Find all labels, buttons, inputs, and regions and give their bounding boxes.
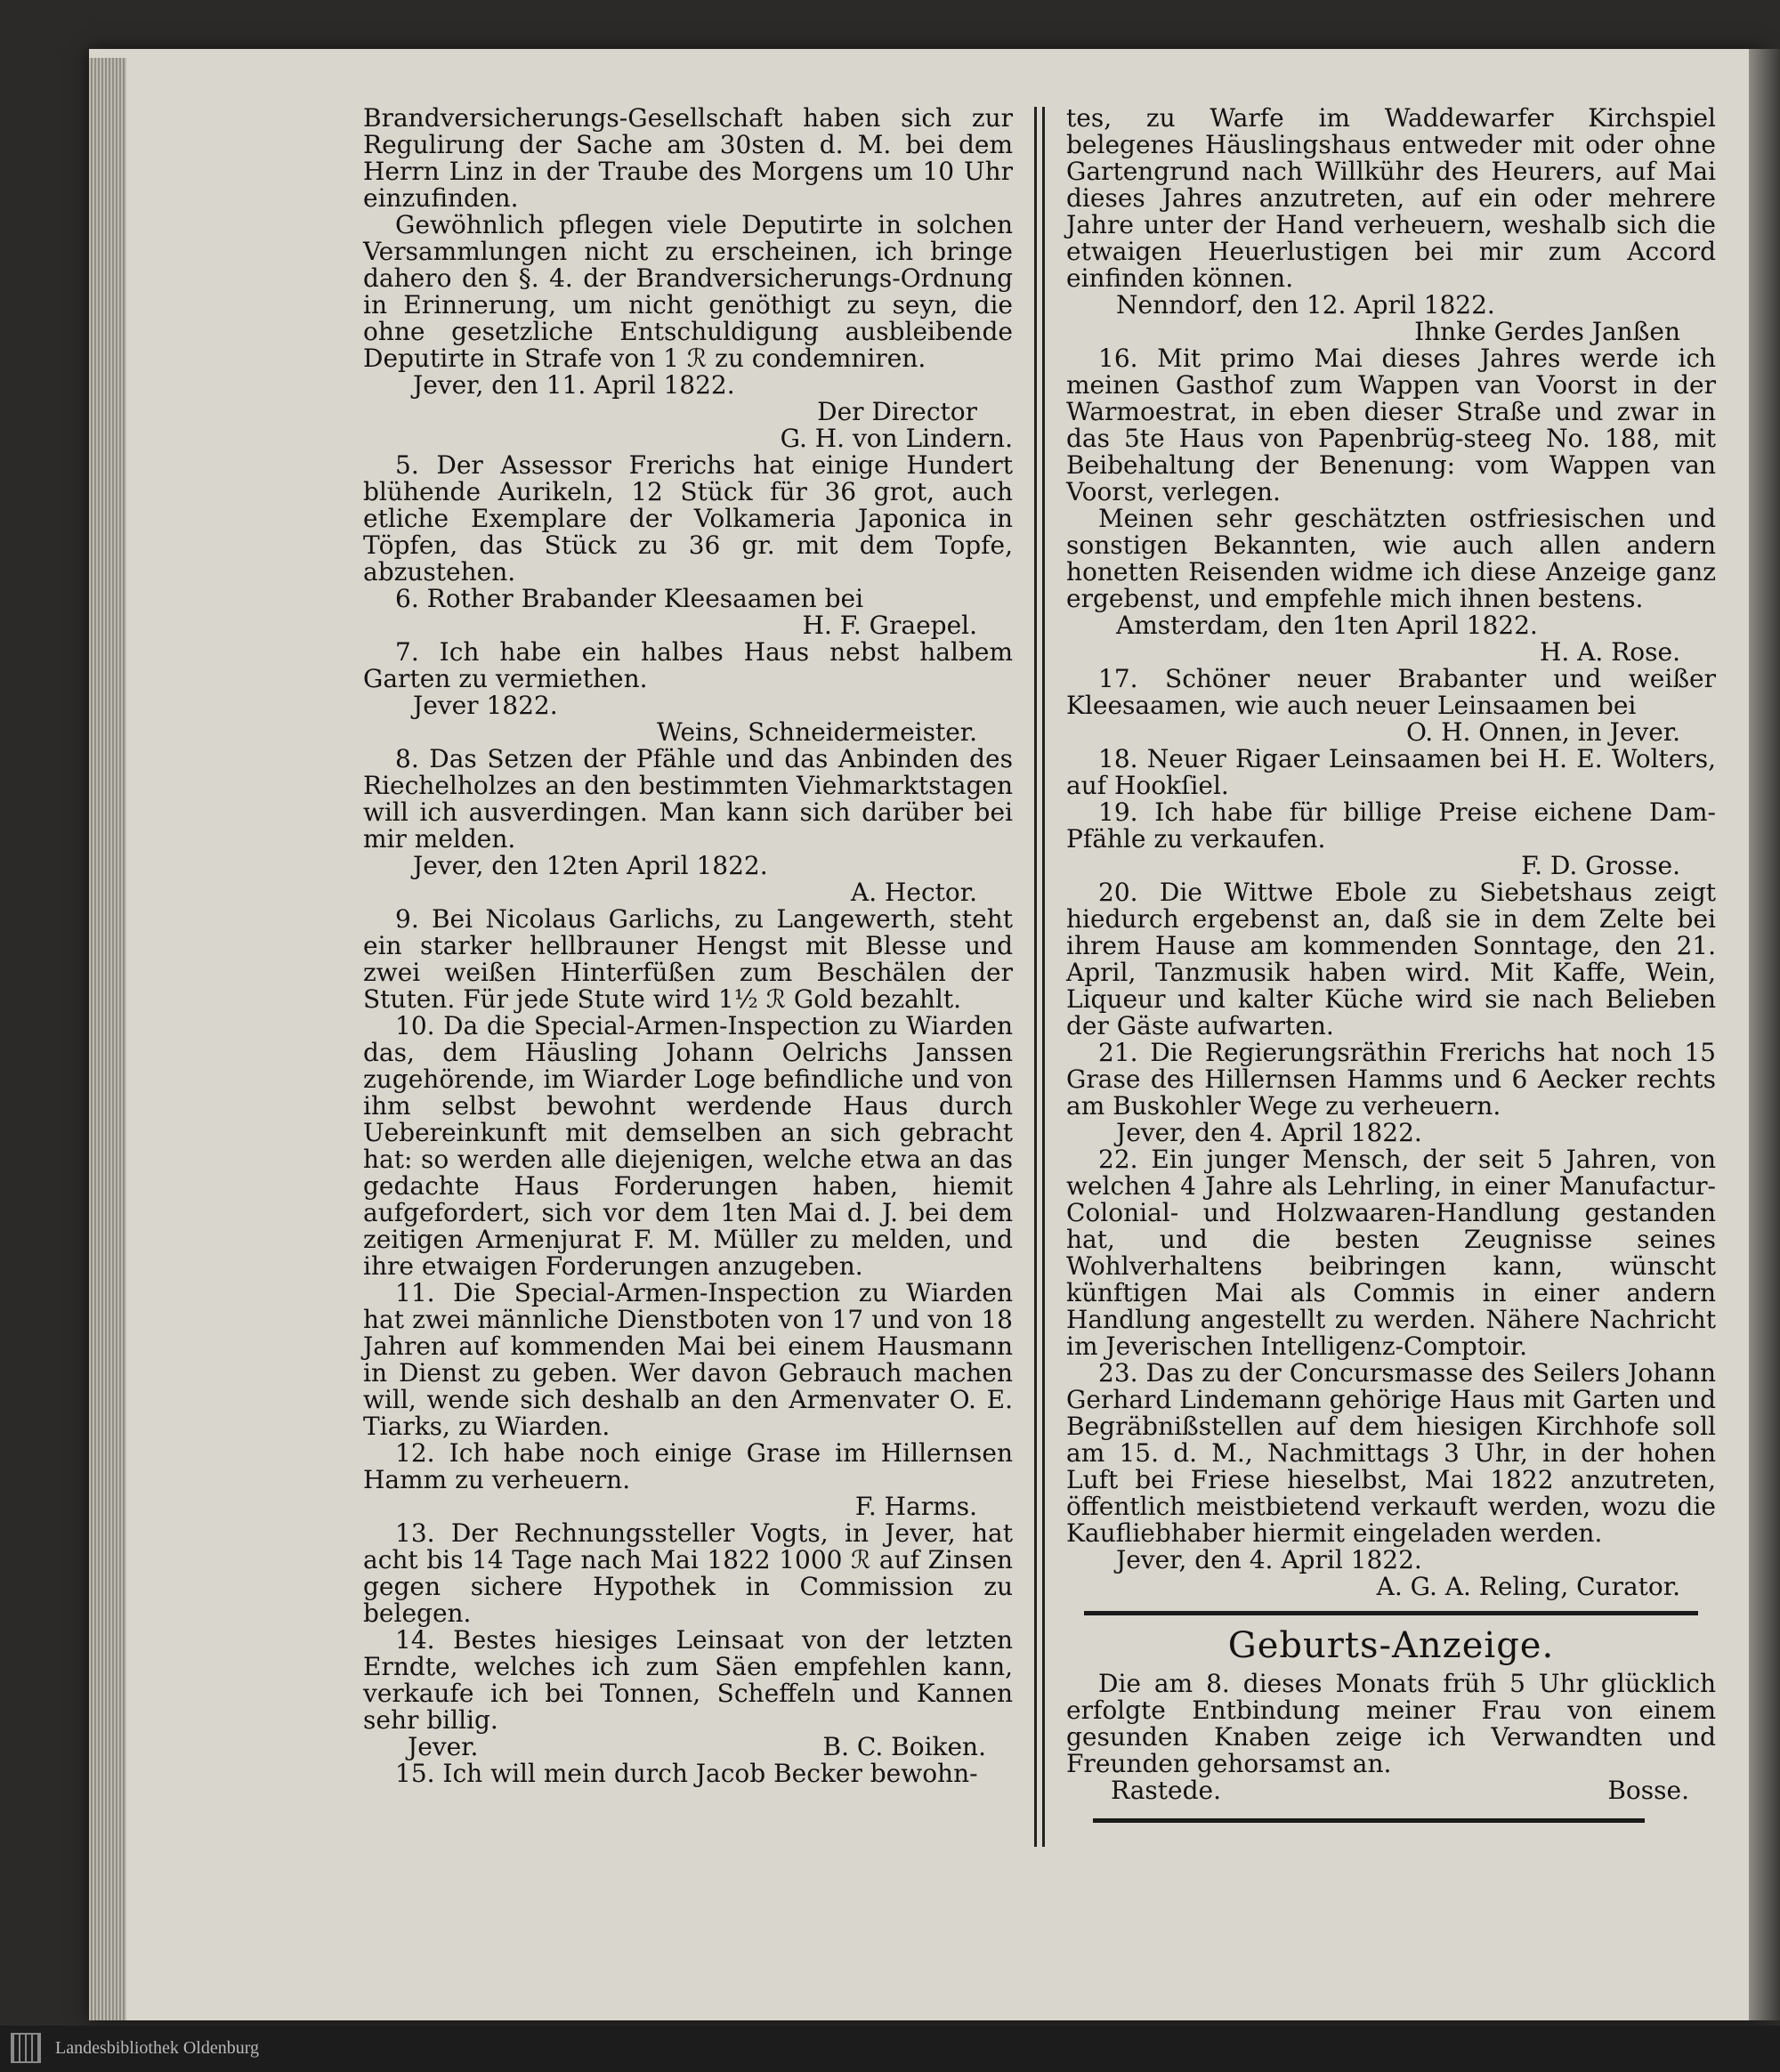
birth-signature-row <box>1066 1777 1716 1804</box>
left-paragraph: 8. Das Setzen der Pfähle und das Anbinden des Riechelholzes an den bestimmten Viehmarktstagen will ich ausverdingen. Man kann sich darüber bei mir melden. <box>363 744 1013 854</box>
library-footer <box>0 2026 1780 2072</box>
left-paragraph: Jever, den 11. April 1822. <box>413 370 735 400</box>
right-paragraph: Meinen sehr geschätzten ostfriesischen und sonstigen Bekannten, wie auch allen andern honetten Reisenden widme ich diese Anzeige ganz ergebenst, und empfehle mich ihnen bestens. <box>1066 504 1716 613</box>
birth-signature-name: Bosse. <box>1607 1776 1689 1805</box>
left-paragraph: Jever, den 12ten April 1822. <box>413 851 768 880</box>
left-paragraph: 13. Der Rechnungssteller Vogts, in Jever, hat acht bis 14 Tage nach Mai 1822 1000 ℛ auf Zinsen gegen sichere Hypothek in Commission zu belegen. <box>363 1518 1013 1628</box>
page-edges <box>89 58 126 2020</box>
right-paragraph: Jever, den 4. April 1822. <box>1116 1545 1422 1574</box>
left-paragraph: G. H. von Lindern. <box>780 424 1013 453</box>
left-paragraph: Jever 1822. <box>413 691 558 720</box>
right-paragraph: 17. Schöner neuer Brabanter und weißer Kleesaamen, wie auch neuer Leinsaamen bei <box>1066 664 1716 720</box>
right-paragraph: tes, zu Warfe im Waddewarfer Kirchspiel belegenes Häuslingshaus entweder mit oder ohne Gartengrund nach Willkühr des Heurers, auf Mai dieses Jahres anzutreten, auf ein oder mehrere Jahre unter der Hand verheuern, weshalb sich die etwaigen Heuerlustigen bei mir zum Accord einfinden können. <box>1066 103 1716 293</box>
right-paragraph: 19. Ich habe für billige Preise eichene Dam-Pfähle zu verkaufen. <box>1066 797 1716 854</box>
right-paragraph: 18. Neuer Rigaer Leinsaamen bei H. E. Wolters, auf Hookſiel. <box>1066 744 1716 800</box>
left-paragraph: F. Harms. <box>854 1492 977 1521</box>
birth-text: Die am 8. dieses Monats früh 5 Uhr glücklich erfolgte Entbindung meiner Frau von einem gesunden Knaben zeige ich Verwandten und Freunden gehorsamst an. <box>1066 1669 1716 1778</box>
left-paragraph: 14. Bestes hiesiges Leinsaat von der letzten Erndte, welches ich zum Säen empfehlen kann, verkaufe ich bei Tonnen, Scheffeln und Kannen sehr billig. <box>363 1625 1013 1735</box>
left-signature-name: B. C. Boiken. <box>822 1732 986 1761</box>
left-paragraph: 10. Da die Special-Armen-Inspection zu Wiarden das, dem Häusling Johann Oelrichs Janssen zugehörende, im Wiarder Loge befindliche und von ihm selbst bewohnt werdende Haus durch Uebereinkunft mit demselben an sich gebracht hat: so werden alle diejenigen, welche etwa an das gedachte Haus Forderungen haben, hiemit aufgefordert, sich vor dem 1ten Mai d. J. bei dem zeitigen Armenjurat F. M. Müller zu melden, und ihre etwaigen Forderungen anzugeben. <box>363 1011 1013 1281</box>
left-last-line: 15. Ich will mein durch Jacob Becker bewohn- <box>395 1759 978 1788</box>
left-paragraph: 9. Bei Nicolaus Garlichs, zu Langewerth, steht ein starker hellbrauner Hengst mit Blesse und zwei weißen Hinterfüßen zum Beschälen der Stuten. Für jede Stute wird 1½ ℛ Gold bezahlt. <box>363 904 1013 1014</box>
right-paragraph: 16. Mit primo Mai dieses Jahres werde ich meinen Gasthof zum Wappen van Voorst in der Warmoestrat, in eben dieser Straße und zwar in das 5te Haus von Papenbrüg-steeg No. 188, mit Beibehaltung der Benenung: vom Wappen van Voorst, verlegen. <box>1066 344 1716 506</box>
right-paragraph: O. H. Onnen, in Jever. <box>1405 717 1680 747</box>
left-signature-row <box>363 1734 1013 1760</box>
left-paragraph: Brandversicherungs-Gesellschaft haben sich zur Regulirung der Sache am 30sten d. M. bei dem Herrn Linz in der Traube des Morgens um 10 Uhr einzufinden. <box>363 103 1013 213</box>
column-divider <box>1034 107 1045 1847</box>
left-paragraph: A. Hector. <box>850 878 977 907</box>
right-paragraph: A. G. A. Reling, Curator. <box>1376 1572 1680 1601</box>
left-column <box>363 105 1013 1787</box>
right-paragraph: Jever, den 4. April 1822. <box>1116 1118 1422 1147</box>
right-paragraph: 21. Die Regierungsräthin Frerichs hat noch 15 Grase des Hillernsen Hamms und 6 Aecker rechts am Buskohler Wege zu verheuern. <box>1066 1038 1716 1121</box>
birth-signature-place: Rastede. <box>1111 1776 1222 1805</box>
left-paragraph: 7. Ich habe ein halbes Haus nebst halbem Garten zu vermiethen. <box>363 637 1013 693</box>
left-paragraph: Weins, Schneidermeister. <box>656 717 977 747</box>
left-paragraph: H. F. Graepel. <box>802 611 977 640</box>
left-paragraph: 5. Der Assessor Frerichs hat einige Hundert blühende Aurikeln, 12 Stück für 36 grot, auch etliche Exemplare der Volkameria Japonica in Töpfen, das Stück zu 36 gr. mit dem Topfe, abzustehen. <box>363 450 1013 587</box>
left-paragraph: Der Director <box>817 397 977 426</box>
right-paragraph: H. A. Rose. <box>1539 637 1680 667</box>
birth-heading: Geburts-Anzeige. <box>1227 1625 1555 1666</box>
right-paragraph: Nenndorf, den 12. April 1822. <box>1116 290 1495 320</box>
right-column <box>1066 105 1716 1823</box>
left-paragraph: 11. Die Special-Armen-Inspection zu Wiarden hat zwei männliche Dienstboten von 17 und von 18 Jahren auf kommenden Mai bei einem Hausmann in Dienst zu geben. Wer davon Gebrauch machen will, wende sich deshalb an den Armenvater O. E. Tiarks, zu Wiarden. <box>363 1278 1013 1441</box>
right-paragraph: F. D. Grosse. <box>1521 851 1680 880</box>
section-rule <box>1084 1611 1698 1615</box>
right-paragraph: 22. Ein junger Mensch, der seit 5 Jahren, von welchen 4 Jahre als Lehrling, in einer Manufactur-Colonial- und Holzwaaren-Handlung gestanden hat, und die besten Zeugnisse seines Wohlverhaltens beibringen kann, wünscht künftigen Mai als Commis in einer andern Handlung angestellt zu werden. Nähere Nachricht im Jeverischen Intelligenz-Comptoir. <box>1066 1145 1716 1361</box>
end-rule <box>1093 1818 1645 1823</box>
right-paragraph: 20. Die Wittwe Ebole zu Siebetshaus zeigt hiedurch ergebenst an, daß sie in dem Zelte bei ihrem Hause am kommenden Sonntage, den 21. April, Tanzmusik haben wird. Mit Kaffe, Wein, Liqueur und kalter Küche wird sie nach Belieben der Gäste aufwarten. <box>1066 878 1716 1040</box>
left-column-text <box>363 105 1013 1734</box>
left-paragraph: 12. Ich habe noch einige Grase im Hillernsen Hamm zu verheuern. <box>363 1438 1013 1494</box>
book-spine <box>1749 49 1780 2020</box>
left-signature-place: Jever. <box>408 1732 479 1761</box>
footer-label: Landesbibliothek Oldenburg <box>55 2038 260 2058</box>
right-paragraph: Amsterdam, den 1ten April 1822. <box>1116 611 1538 640</box>
right-paragraph: Ihnke Gerdes Janßen <box>1414 317 1680 346</box>
left-paragraph: Gewöhnlich pflegen viele Deputirte in solchen Versammlungen nicht zu erscheinen, ich bringe dahero den §. 4. der Brandversicherungs-Ordnung in Erinnerung, um nicht genöthigt zu seyn, die ohne gesetzliche Entschuldigung ausbleibende Deputirte in Strafe von 1 ℛ zu condemniren. <box>363 210 1013 373</box>
library-logo-icon <box>11 2033 41 2063</box>
right-paragraph: 23. Das zu der Concursmasse des Seilers Johann Gerhard Lindemann gehörige Haus mit Garten und Begräbnißstellen auf dem hiesigen Kirchhofe soll am 15. d. M., Nachmittags 3 Uhr, in der hohen Luft bei Friese hieselbst, Mai 1822 anzutreten, öffentlich meistbietend verkauft werden, wozu die Kaufliebhaber hiermit eingeladen werden. <box>1066 1358 1716 1548</box>
right-column-text <box>1066 105 1716 1600</box>
left-paragraph: 6. Rother Brabander Kleesaamen bei <box>395 584 864 613</box>
